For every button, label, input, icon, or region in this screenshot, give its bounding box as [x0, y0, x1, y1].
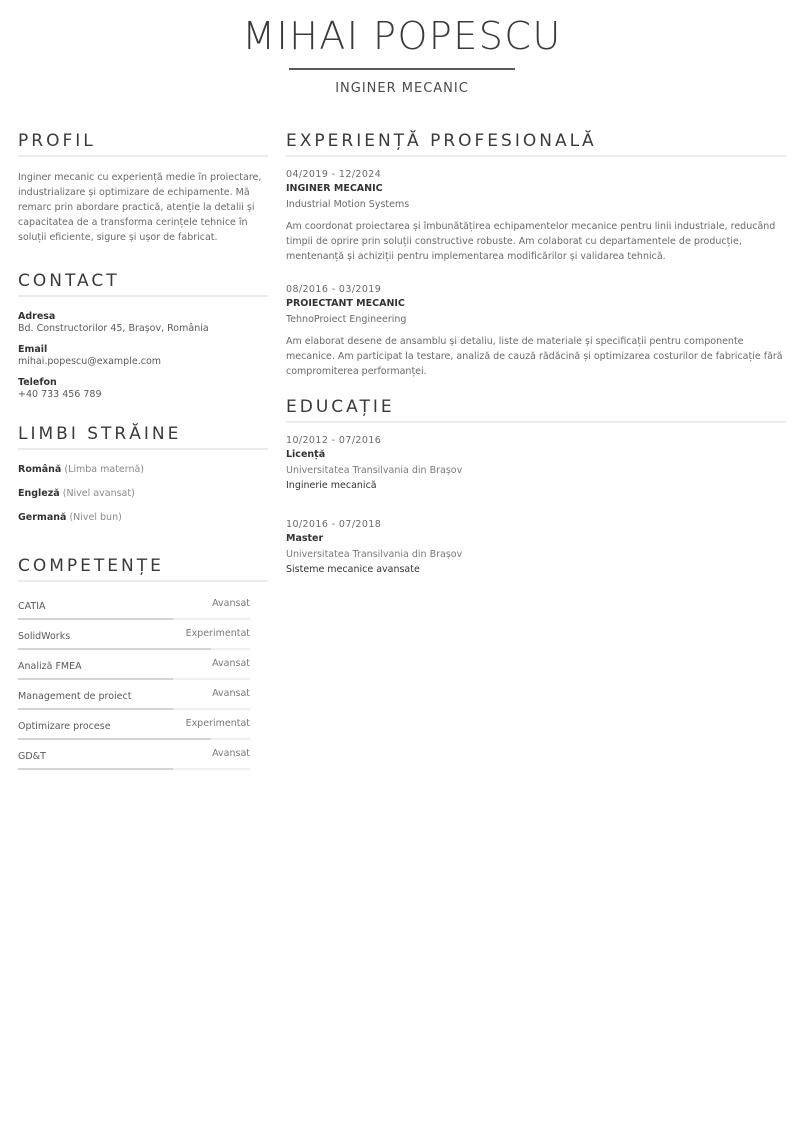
experience-company: TehnoProiect Engineering: [286, 314, 407, 325]
skill-bar-fill: [18, 678, 173, 680]
experience-company: Industrial Motion Systems: [286, 199, 410, 210]
language-level: (Nivel avansat): [62, 488, 135, 499]
profile-section: [18, 130, 268, 245]
contact-value: Bd. Constructorilor 45, Brașov, România: [18, 323, 209, 334]
education-field: Sisteme mecanice avansate: [286, 564, 420, 575]
header-divider: [289, 68, 515, 70]
skill-bar-track: [18, 648, 250, 650]
experience-heading: EXPERIENȚĂ PROFESIONALĂ: [286, 130, 786, 157]
candidate-job-title: INGINER MECANIC: [335, 81, 469, 96]
experience-description: Am coordonat proiectarea și îmbunătățirea echipamentelor mecanice pentru linii industriale, reducând timpii de oprire prin soluții constructive robuste. Am colaborat cu departamentele de producție, mentenanță și achiziții pentru implementarea modificărilor și validarea tehnică.: [286, 221, 776, 262]
contact-label: Telefon: [18, 377, 57, 388]
education-section: [286, 396, 786, 577]
candidate-name: MIHAI POPESCU: [242, 14, 562, 58]
right-column: [286, 130, 786, 577]
skill-bar-track: [18, 678, 250, 680]
contact-label: Adresa: [18, 311, 56, 322]
skill-name: GD&T: [18, 751, 46, 762]
contact-value[interactable]: mihai.popescu@example.com: [18, 356, 162, 367]
experience-role: INGINER MECANIC: [286, 183, 383, 194]
language-item: [18, 487, 268, 501]
skill-level: Avansat: [212, 658, 250, 669]
contact-heading: CONTACT: [18, 270, 268, 297]
language-name: Engleză: [18, 488, 60, 499]
skill-name: Optimizare procese: [18, 721, 111, 732]
skill-item: [18, 596, 268, 626]
languages-heading: LIMBI STRĂINE: [18, 423, 268, 450]
skill-item: [18, 746, 268, 776]
profile-text: Inginer mecanic cu experiență medie în proiectare, industrializare și optimizare de echipamente. Mă remarc prin abordare practică, atenție la detalii și capacitatea de a transforma cerințele tehnice în soluții eficiente, sigure și ușor de fabricat.: [18, 172, 262, 243]
experience-item: [286, 284, 786, 379]
education-school: Universitatea Transilvania din Brașov: [286, 549, 463, 560]
skill-bar-fill: [18, 708, 173, 710]
skill-name: Management de proiect: [18, 691, 132, 702]
skill-bar-fill: [18, 648, 211, 650]
skill-bar-track: [18, 738, 250, 740]
education-dates: 10/2012 - 07/2016: [286, 435, 382, 446]
skill-level: Avansat: [212, 748, 250, 759]
experience-description: Am elaborat desene de ansamblu și detaliu, liste de materiale și specificații pentru componente mecanice. Am participat la testare, analiză de cauză rădăcină și optimizarea costurilor de fabricație fără compromiterea performanței.: [286, 336, 783, 377]
language-item: [18, 511, 268, 525]
contact-label: Email: [18, 344, 48, 355]
education-field: Inginerie mecanică: [286, 480, 377, 491]
skill-bar-track: [18, 708, 250, 710]
language-level: (Nivel bun): [69, 512, 122, 523]
skill-name: SolidWorks: [18, 631, 71, 642]
education-school: Universitatea Transilvania din Brașov: [286, 465, 463, 476]
skill-name: Analiză FMEA: [18, 661, 82, 672]
contact-value: +40 733 456 789: [18, 389, 102, 400]
skill-level: Experimentat: [185, 718, 250, 729]
experience-dates: 04/2019 - 12/2024: [286, 169, 382, 180]
experience-role: PROIECTANT MECANIC: [286, 298, 405, 309]
education-item: [286, 435, 786, 493]
skill-item: [18, 686, 268, 716]
education-degree: Master: [286, 533, 324, 544]
experience-dates: 08/2016 - 03/2019: [286, 284, 382, 295]
skill-level: Experimentat: [185, 628, 250, 639]
contact-email: [18, 343, 268, 368]
skill-level: Avansat: [212, 688, 250, 699]
contact-phone: [18, 376, 268, 401]
skill-bar-track: [18, 768, 250, 770]
skill-item: [18, 716, 268, 746]
contact-address: [18, 310, 268, 335]
skill-bar-fill: [18, 738, 211, 740]
skills-list: [18, 596, 268, 776]
skill-bar-fill: [18, 768, 173, 770]
education-degree: Licență: [286, 449, 326, 460]
language-level: (Limba maternă): [64, 464, 145, 475]
skill-item: [18, 626, 268, 656]
skills-section: [18, 555, 268, 776]
experience-item: [286, 169, 786, 264]
profile-heading: PROFIL: [18, 130, 268, 157]
language-name: Germană: [18, 512, 67, 523]
experience-section: [286, 130, 786, 379]
education-item: [286, 519, 786, 577]
language-name: Română: [18, 464, 62, 475]
contact-section: [18, 270, 268, 401]
skill-item: [18, 656, 268, 686]
skills-heading: COMPETENȚE: [18, 555, 268, 582]
languages-section: [18, 423, 268, 525]
left-column: [18, 130, 268, 776]
skill-bar-track: [18, 618, 250, 620]
skill-bar-fill: [18, 618, 173, 620]
education-heading: EDUCAȚIE: [286, 396, 786, 423]
skill-level: Avansat: [212, 598, 250, 609]
skill-name: CATIA: [18, 601, 46, 612]
language-item: [18, 463, 268, 477]
education-dates: 10/2016 - 07/2018: [286, 519, 382, 530]
resume-header: [0, 14, 804, 96]
